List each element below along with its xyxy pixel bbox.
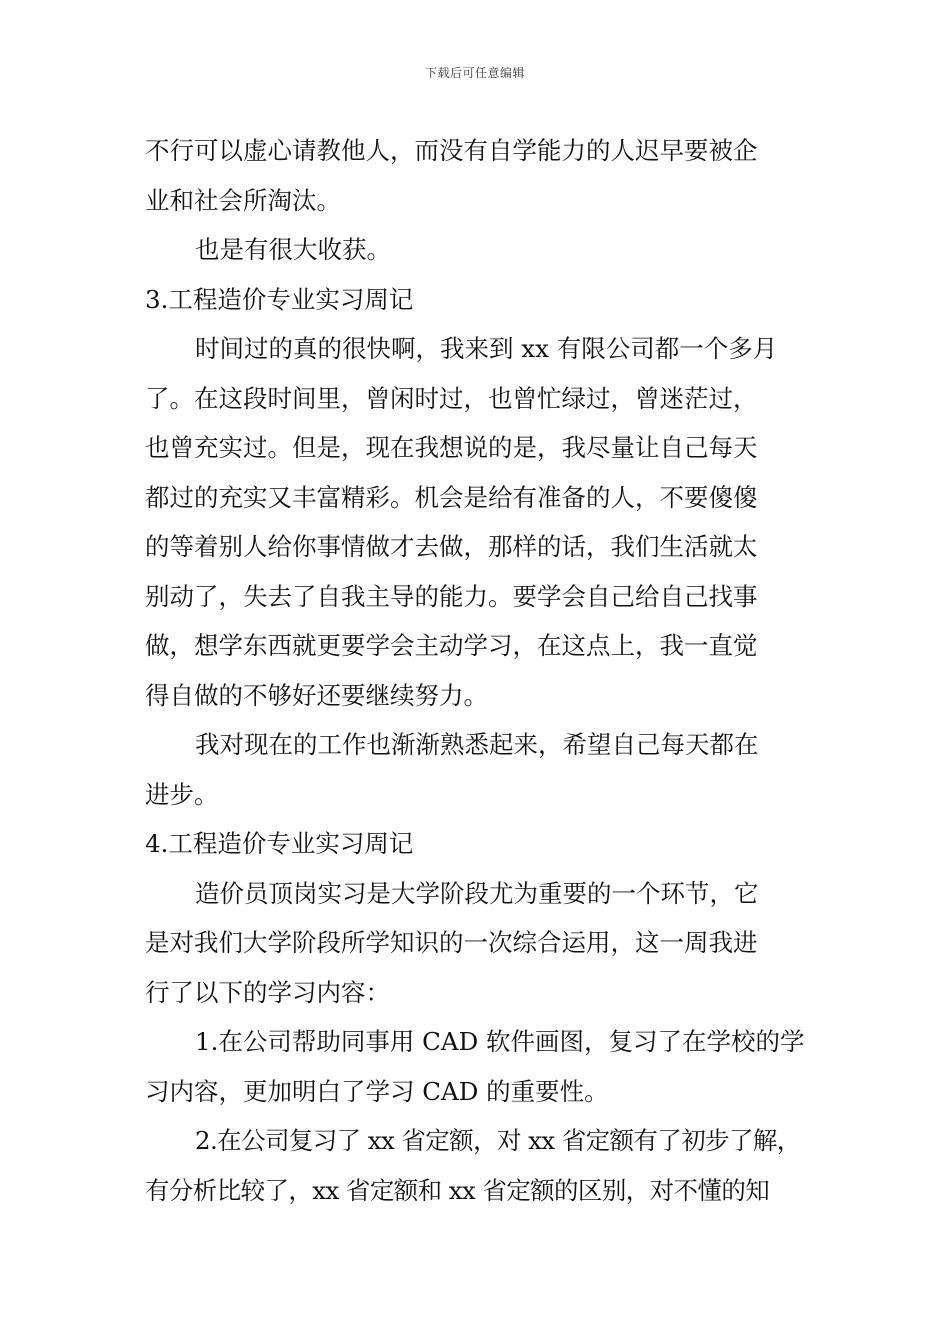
paragraph-line: 行了以下的学习内容： <box>145 977 390 1007</box>
paragraph-line: 得自做的不够好还要继续努力。 <box>145 680 488 710</box>
body-text <box>145 126 835 1215</box>
section-heading: 4.工程造价专业实习周记 <box>145 829 414 858</box>
page-header: 下载后可任意编辑 <box>424 66 525 80</box>
paragraph-line: 了。在这段时间里，曾闲时过，也曾忙绿过，曾迷茫过， <box>145 383 758 413</box>
paragraph-line: 也曾充实过。但是，现在我想说的是，我尽量让自己每天 <box>145 433 758 462</box>
paragraph-line: 不行可以虚心请教他人，而没有自学能力的人迟早要被企 <box>145 136 758 165</box>
list-item-line: 1.在公司帮助同事用 CAD 软件画图，复习了在学校的学 <box>195 1027 805 1056</box>
paragraph-line: 别动了，失去了自我主导的能力。要学会自己给自己找事 <box>145 581 758 611</box>
paragraph-line: 都过的充实又丰富精彩。机会是给有准备的人，不要傻傻 <box>145 482 758 512</box>
paragraph-line: 业和社会所淘汰。 <box>145 185 341 215</box>
paragraph-line: 的等着别人给你事情做才去做，那样的话，我们生活就太 <box>145 532 758 561</box>
list-item-line: 有分析比较了，xx 省定额和 xx 省定额的区别，对不懂的知 <box>145 1175 770 1205</box>
paragraph-line: 进步。 <box>145 779 219 809</box>
paragraph-line: 我对现在的工作也渐渐熟悉起来，希望自己每天都在 <box>195 730 759 759</box>
paragraph-line: 做，想学东西就更要学会主动学习，在这点上，我一直觉 <box>145 631 758 660</box>
paragraph-line: 也是有很大收获。 <box>195 235 391 264</box>
paragraph-line: 造价员顶岗实习是大学阶段尤为重要的一个环节，它 <box>195 878 759 908</box>
paragraph-line: 时间过的真的很快啊，我来到 xx 有限公司都一个多月 <box>195 334 778 363</box>
list-item-line: 2.在公司复习了 xx 省定额，对 xx 省定额有了初步了解， <box>195 1126 801 1155</box>
paragraph-line: 是对我们大学阶段所学知识的一次综合运用，这一周我进 <box>145 928 758 957</box>
list-item-line: 习内容，更加明白了学习 CAD 的重要性。 <box>145 1076 609 1106</box>
section-heading: 3.工程造价专业实习周记 <box>145 284 414 314</box>
